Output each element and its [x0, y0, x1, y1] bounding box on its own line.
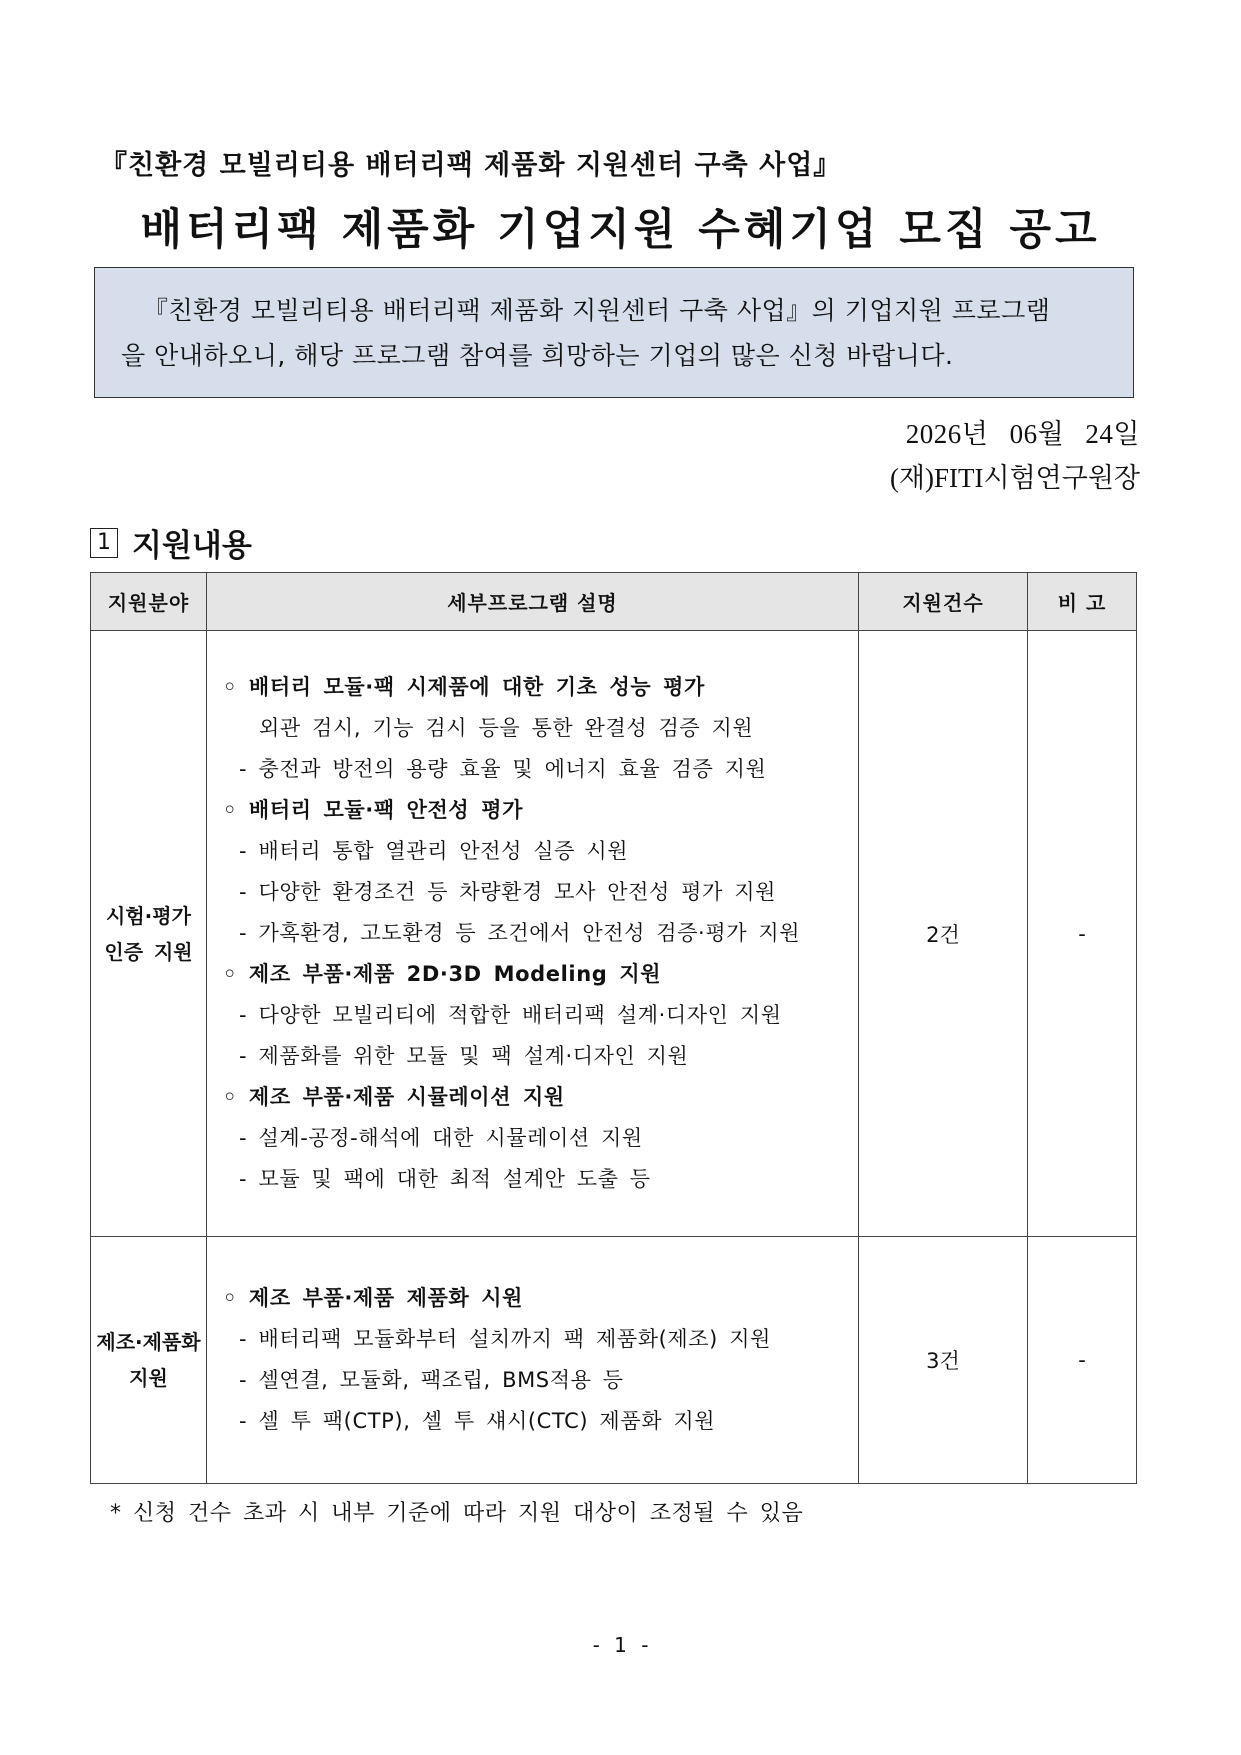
program-heading: ◦ 배터리 모듈·팩 안전성 평가	[223, 798, 523, 822]
intro-line-2: 을 안내하오니, 해당 프로그램 참여를 희망하는 기업의 많은 신청 바랍니다.	[121, 341, 954, 370]
program-heading: ◦ 제조 부품·제품 2D·3D Modeling 지원	[223, 962, 662, 986]
program-detail: - 배터리팩 모듈화부터 설치까지 팩 제품화(제조) 지원	[239, 1327, 772, 1351]
header-description: 세부프로그램 설명	[207, 573, 859, 631]
program-detail: - 가혹환경, 고도환경 등 조건에서 안전성 검증·평가 지원	[239, 921, 801, 945]
note-cell: -	[1028, 1237, 1137, 1484]
category-line: 제조·제품화	[96, 1330, 201, 1354]
footnote: * 신청 건수 초과 시 내부 기준에 따라 지원 대상이 조정될 수 있음	[110, 1501, 804, 1526]
announcement-date: 2026년 06월 24일	[905, 419, 1140, 449]
program-detail: - 다양한 모빌리티에 적합한 배터리팩 설계·디자인 지원	[239, 1003, 782, 1027]
category-line: 지원	[129, 1366, 168, 1390]
note-cell: -	[1028, 631, 1137, 1237]
header-count: 지원건수	[859, 573, 1028, 631]
section-number: 1	[90, 528, 118, 558]
program-heading: ◦ 배터리 모듈·팩 시제품에 대한 기초 성능 평가	[223, 675, 705, 699]
count-cell: 2건	[859, 631, 1028, 1237]
section-heading	[90, 520, 252, 565]
program-detail: - 제품화를 위한 모듈 및 팩 설계·디자인 지원	[239, 1044, 689, 1068]
description-cell	[207, 1237, 859, 1484]
category-line: 인증 지원	[104, 939, 193, 964]
program-heading: ◦ 제조 부품·제품 제품화 시원	[223, 1286, 523, 1310]
page-number: - 1 -	[592, 1633, 649, 1657]
program-detail: - 셀 투 팩(CTP), 셀 투 섀시(CTC) 제품화 지원	[239, 1409, 716, 1433]
program-heading: ◦ 제조 부품·제품 시뮬레이션 지원	[223, 1085, 565, 1109]
table-row	[91, 1237, 1137, 1484]
header-category: 지원분야	[91, 573, 207, 631]
program-detail: - 충전과 방전의 용량 효율 및 에너지 효율 검증 지원	[239, 757, 767, 781]
count-cell: 3건	[859, 1237, 1028, 1484]
project-subtitle: 『친환경 모빌리티용 배터리팩 제품화 지원센터 구축 사업』	[100, 150, 842, 181]
section-title: 지원내용	[132, 528, 252, 564]
category-cell	[91, 1237, 207, 1484]
category-line: 시험·평가	[106, 903, 191, 928]
table-row	[91, 631, 1137, 1237]
program-detail: - 셀연결, 모듈화, 팩조립, BMS적용 등	[239, 1368, 624, 1392]
description-cell	[207, 631, 859, 1237]
table-header-row	[91, 573, 1137, 631]
program-detail: - 모듈 및 팩에 대한 최적 설계안 도출 등	[239, 1167, 651, 1191]
program-detail: - 배터리 통합 열관리 안전성 실증 시원	[239, 839, 629, 863]
support-table	[90, 572, 1137, 1484]
sender-name: (재)FITI시험연구원장	[889, 463, 1140, 493]
program-detail: - 다양한 환경조건 등 차량환경 모사 안전성 평가 지원	[239, 880, 776, 904]
program-detail: - 설계-공정-해석에 대한 시뮬레이션 지원	[239, 1126, 643, 1150]
intro-box	[94, 267, 1134, 398]
header-note: 비 고	[1028, 573, 1137, 631]
intro-line-1: 『친환경 모빌리티용 배터리팩 제품화 지원센터 구축 사업』의 기업지원 프로그램	[143, 296, 1051, 325]
program-detail: 외관 검시, 기능 검시 등을 통한 완결성 검증 지원	[259, 716, 754, 740]
page-title: 배터리팩 제품화 기업지원 수혜기업 모집 공고	[140, 205, 1101, 255]
category-cell	[91, 631, 207, 1237]
